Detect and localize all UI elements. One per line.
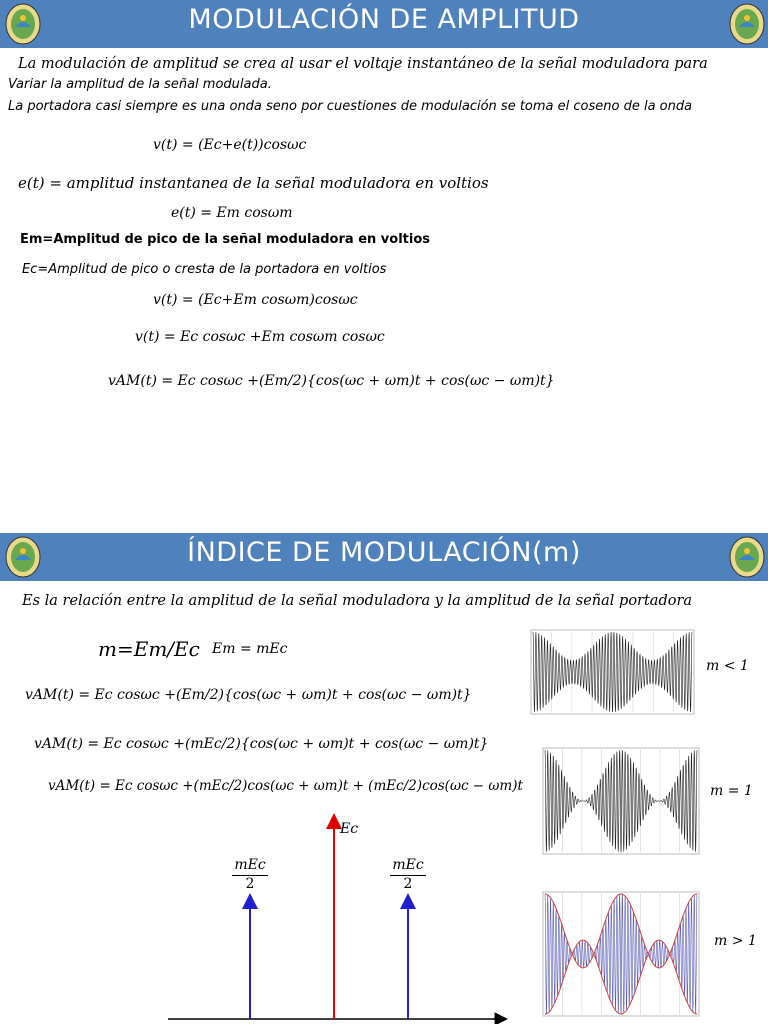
definition-e: e(t) = amplitud instantanea de la señal moduladora en voltios [18,174,489,192]
wave-label-m-equal-1: m = 1 [710,783,753,799]
equation-vam: vAM(t) = Ec cosωc +(Em/2){cos(ωc + ωm)t + cos(ωc − ωm)t} [108,373,555,389]
slide-modulation-index [0,533,768,1024]
upper-sideband-denominator: 2 [403,876,413,892]
slide-amplitude-modulation [0,0,768,480]
intro-line-1: La modulación de amplitud se crea al usar el voltaje instantáneo de la señal moduladora para [18,56,708,72]
carrier-label: Ec [340,821,359,837]
equation-v3: v(t) = Ec cosωc +Em cosωm cosωc [135,329,385,345]
equation-vam-2: vAM(t) = Ec cosωc +(mEc/2){cos(ωc + ωm)t + cos(ωc − ωm)t} [34,736,489,752]
intro-line-3: La portadora casi siempre es una onda seno por cuestiones de modulación se toma el coseno de la onda [8,99,693,114]
title-bar [0,533,768,581]
am-wave-m-less-than-1 [525,626,700,722]
university-logo-right-icon [729,536,765,578]
university-logo-left-icon [5,536,41,578]
lower-sideband-denominator: 2 [245,876,255,892]
equation-v: v(t) = (Ec+e(t))cosωc [153,137,307,153]
equation-vam-1: vAM(t) = Ec cosωc +(Em/2){cos(ωc + ωm)t + cos(ωc − ωm)t} [25,687,472,703]
equation-vam-3: vAM(t) = Ec cosωc +(mEc/2)cos(ωc + ωm)t + (mEc/2)cos(ωc − ωm)t [48,778,523,794]
wave-label-m-less-than-1: m < 1 [706,658,749,674]
title-bar [0,0,768,48]
definition-em: Em=Amplitud de pico de la señal moduladora en voltios [20,232,430,247]
am-wave-m-greater-than-1 [537,888,705,1024]
upper-sideband-label [390,857,426,892]
modulation-index-definition: m=Em/Ec [98,637,200,661]
page-title: ÍNDICE DE MODULACIÓN(m) [187,537,581,568]
am-wave-m-equal-1 [537,744,705,862]
am-spectrum-diagram [150,809,520,1024]
equation-v2: v(t) = (Ec+Em cosωm)cosωc [153,292,358,308]
equation-e: e(t) = Em cosωm [171,205,293,221]
page-title: MODULACIÓN DE AMPLITUD [188,4,580,35]
university-logo-right-icon [729,3,765,45]
em-equation: Em = mEc [212,641,288,657]
university-logo-left-icon [5,3,41,45]
lower-sideband-numerator: mEc [232,857,268,876]
intro-line-2: Variar la amplitud de la señal modulada. [8,77,272,92]
upper-sideband-numerator: mEc [390,857,426,876]
intro-text: Es la relación entre la amplitud de la señal moduladora y la amplitud de la señal portadora [22,593,693,609]
wave-label-m-greater-than-1: m > 1 [714,933,757,949]
lower-sideband-label [232,857,268,892]
definition-ec: Ec=Amplitud de pico o cresta de la portadora en voltios [22,262,387,277]
